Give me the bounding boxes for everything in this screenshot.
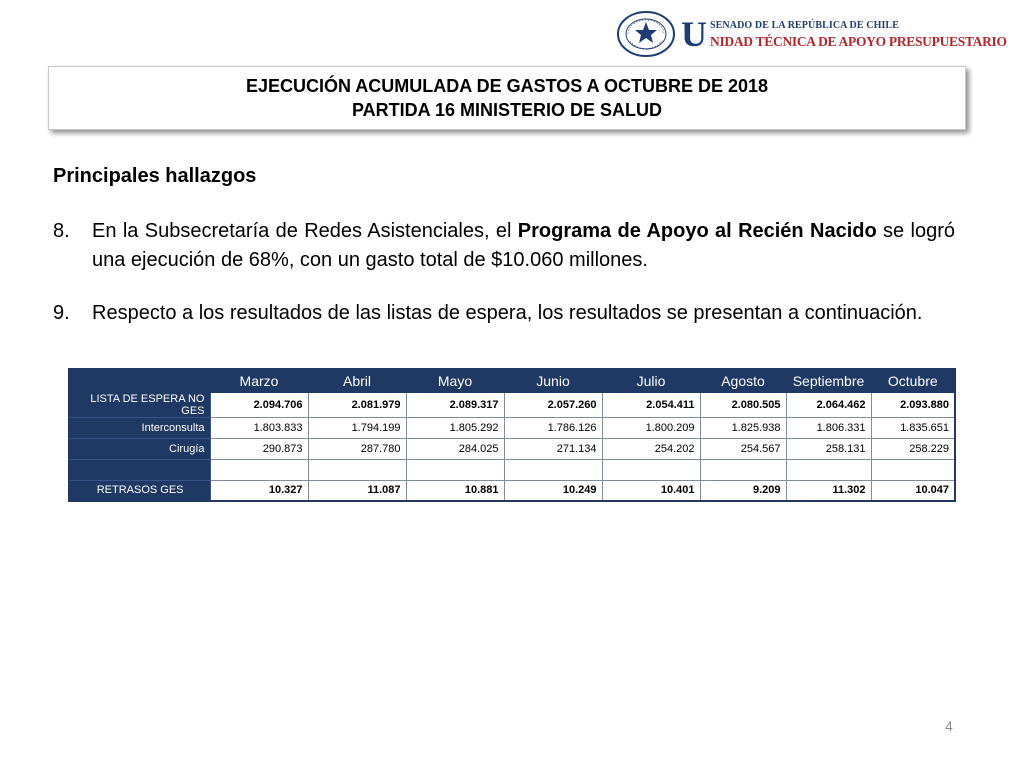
month-header: Abril (308, 369, 406, 392)
table-cell: 1.794.199 (308, 417, 406, 438)
table-row (69, 438, 955, 459)
table-header-row (69, 369, 955, 392)
table-cell: 284.025 (406, 438, 504, 459)
table-cell: 2.094.706 (210, 392, 308, 417)
month-header: Agosto (700, 369, 786, 392)
logo-unit-text: NIDAD TÉCNICA DE APOYO PRESUPUESTARIO (710, 34, 1007, 49)
month-header: Julio (602, 369, 700, 392)
table-cell (700, 459, 786, 480)
table-row (69, 392, 955, 417)
table-cell: 2.064.462 (786, 392, 871, 417)
logo-senate-text: SENADO DE LA REPÚBLICA DE CHILE (710, 20, 899, 31)
table-cell: 1.825.938 (700, 417, 786, 438)
section-heading: Principales hallazgos (53, 165, 257, 187)
table-cell: 2.080.505 (700, 392, 786, 417)
table-cell (602, 459, 700, 480)
finding-text (92, 217, 955, 275)
row-label: Interconsulta (69, 417, 210, 438)
row-label: RETRASOS GES (69, 480, 210, 501)
table-cell: 2.057.260 (504, 392, 602, 417)
table-cell: 10.327 (210, 480, 308, 501)
row-label: Cirugía (69, 438, 210, 459)
table-cell: 2.093.880 (871, 392, 955, 417)
finding-number: 8. (53, 220, 70, 242)
table-cell: 258.131 (786, 438, 871, 459)
table-cell (871, 459, 955, 480)
table-cell: 2.054.411 (602, 392, 700, 417)
table-cell: 1.786.126 (504, 417, 602, 438)
table-cell: 271.134 (504, 438, 602, 459)
logo-initial: U (681, 14, 707, 54)
finding-item (53, 299, 955, 328)
month-header: Septiembre (786, 369, 871, 392)
table-cell: 10.881 (406, 480, 504, 501)
table-cell: 10.249 (504, 480, 602, 501)
row-label (69, 459, 210, 480)
table-cell: 290.873 (210, 438, 308, 459)
senate-seal-icon (616, 10, 676, 58)
page-number: 4 (945, 718, 953, 734)
table-cell: 10.401 (602, 480, 700, 501)
finding-text-start: En la Subsecretaría de Redes Asistenciales, el (92, 220, 518, 242)
senate-logo (614, 8, 1009, 60)
table-cell: 10.047 (871, 480, 955, 501)
table-cell: 11.087 (308, 480, 406, 501)
title-line-2: PARTIDA 16 MINISTERIO DE SALUD (351, 100, 663, 120)
finding-text: Respecto a los resultados de las listas de espera, los resultados se presentan a continuación. (92, 302, 923, 324)
table-cell: 1.806.331 (786, 417, 871, 438)
table-cell (308, 459, 406, 480)
month-header: Marzo (210, 369, 308, 392)
table-cell: 1.805.292 (406, 417, 504, 438)
month-header: Junio (504, 369, 602, 392)
table-cell (406, 459, 504, 480)
table-cell (786, 459, 871, 480)
table-cell (504, 459, 602, 480)
table-cell: 11.302 (786, 480, 871, 501)
table-cell: 1.800.209 (602, 417, 700, 438)
table-row (69, 480, 955, 501)
title-line-1: EJECUCIÓN ACUMULADA DE GASTOS A OCTUBRE DE 2018 (245, 76, 769, 96)
finding-text-end: se logró una ejecución de 68%, con un gasto total de $10.060 millones. (92, 220, 955, 271)
table-cell: 1.835.651 (871, 417, 955, 438)
finding-number: 9. (53, 302, 70, 324)
waiting-list-table (68, 368, 956, 502)
title-box (48, 66, 966, 130)
table-cell: 287.780 (308, 438, 406, 459)
row-label: LISTA DE ESPERA NO GES (69, 392, 210, 417)
table-cell (210, 459, 308, 480)
finding-item (53, 217, 955, 275)
table-row-empty (69, 459, 955, 480)
table-cell: 258.229 (871, 438, 955, 459)
table-cell: 1.803.833 (210, 417, 308, 438)
table-cell: 2.089.317 (406, 392, 504, 417)
table-cell: 254.202 (602, 438, 700, 459)
table-corner-cell (69, 369, 210, 392)
finding-program-name: Programa de Apoyo al Recién Nacido (517, 220, 877, 242)
table-cell: 9.209 (700, 480, 786, 501)
table-cell: 2.081.979 (308, 392, 406, 417)
table-row (69, 417, 955, 438)
table-cell: 254.567 (700, 438, 786, 459)
month-header: Mayo (406, 369, 504, 392)
month-header: Octubre (871, 369, 955, 392)
